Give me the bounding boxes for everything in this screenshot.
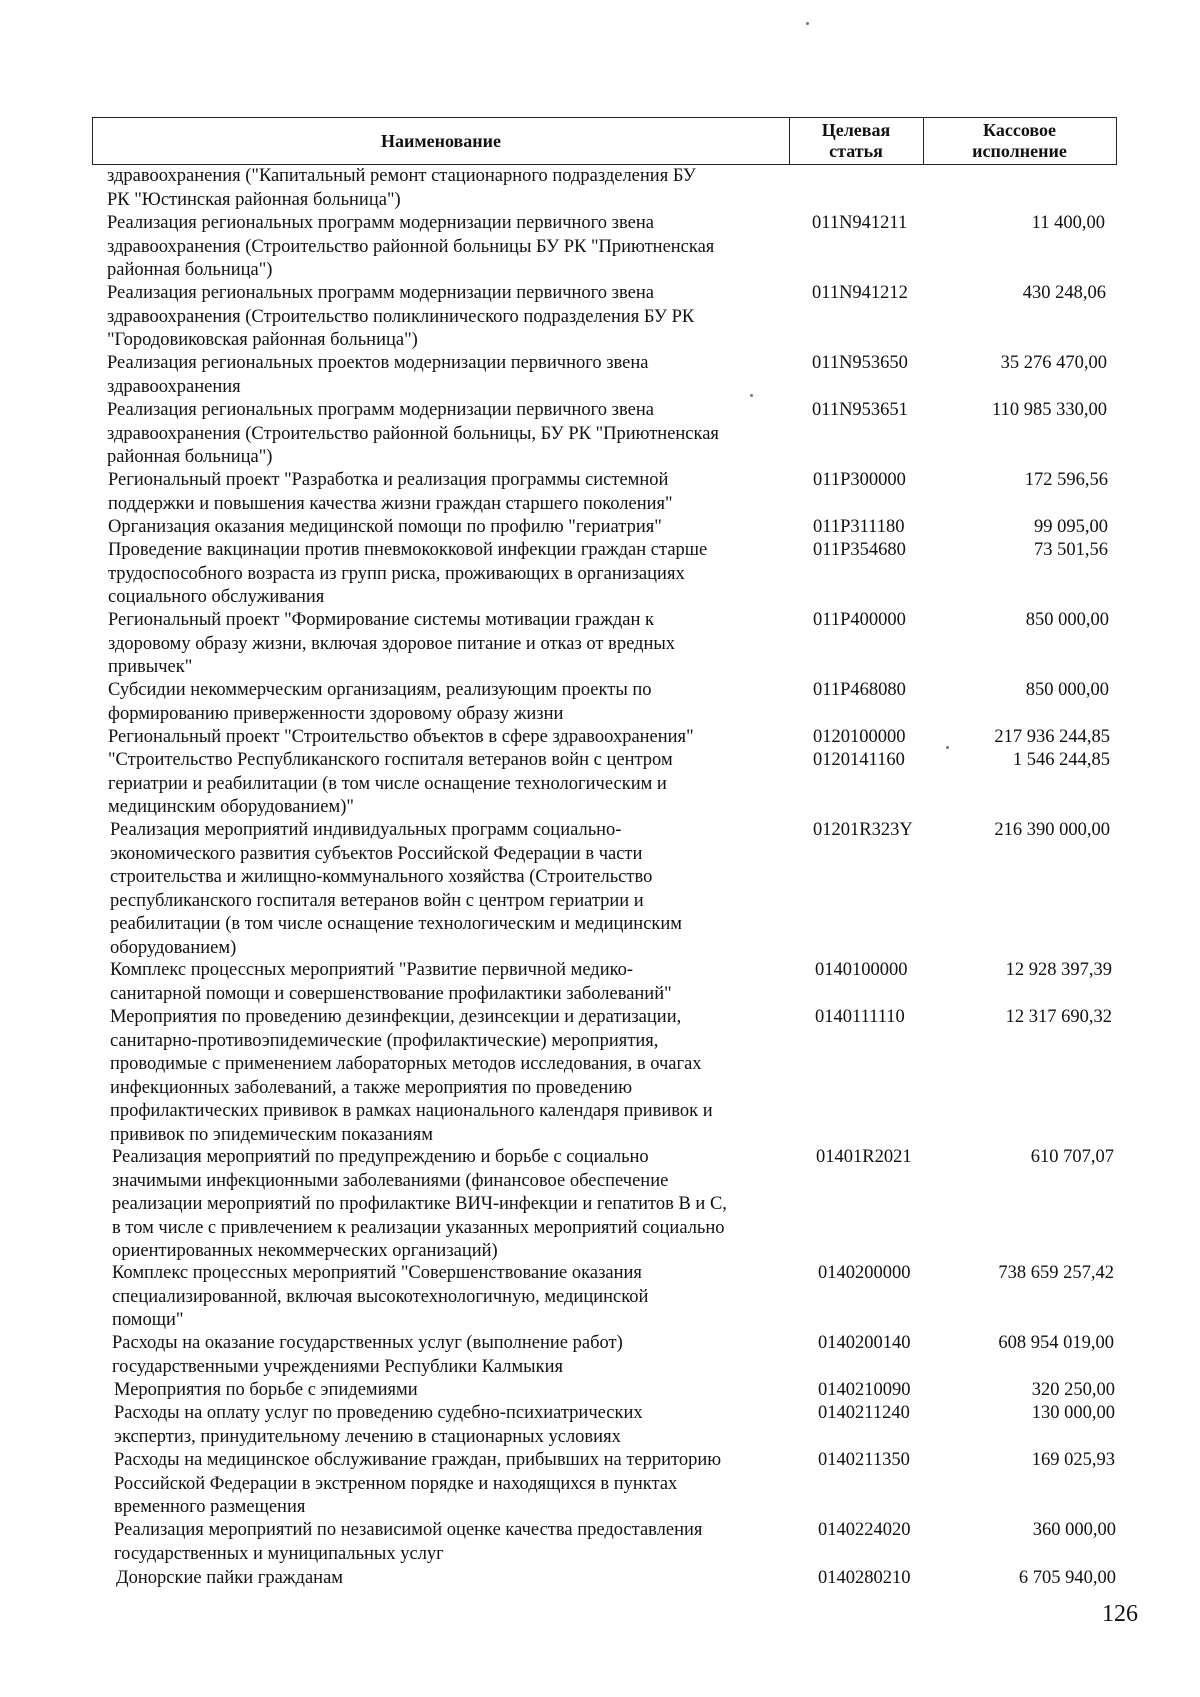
row-amount: 99 095,00: [1034, 517, 1108, 537]
row-amount: 130 000,00: [1031, 1403, 1115, 1423]
row-code: 011N953651: [812, 400, 908, 420]
header-code-label-line2: статья: [829, 141, 883, 161]
row-name: Расходы на медицинское обслуживание граждан, прибывших на территорию Российской Федерации в экстренном порядке и находящихся в пунктах временного размещения: [114, 1450, 722, 1517]
row-code: 0140211350: [818, 1450, 910, 1470]
row-amount: 1 546 244,85: [1012, 750, 1110, 770]
row-amount: 35 276 470,00: [1000, 353, 1107, 373]
row-name: "Строительство Республиканского госпиталя ветеранов войн с центром гериатрии и реабилитации (в том числе оснащение технологическим и медицинским оборудованием)": [108, 750, 673, 817]
row-amount: 11 400,00: [1031, 213, 1105, 233]
row-code: 0140200140: [818, 1333, 911, 1353]
row-amount: 216 390 000,00: [994, 820, 1110, 840]
header-amount-label-line1: Кассовое: [983, 120, 1056, 140]
row-amount: 6 705 940,00: [1018, 1568, 1116, 1588]
row-name: Реализация региональных программ модернизации первичного звена здравоохранения (Строительство поликлинического подразделения БУ РК "Городовиковская районная больница"): [107, 283, 695, 350]
row-amount: 430 248,06: [1022, 283, 1106, 303]
row-amount: 850 000,00: [1025, 680, 1109, 700]
row-code: 0120100000: [813, 727, 906, 747]
scan-speck: [750, 394, 753, 397]
row-code: 0140224020: [818, 1520, 911, 1540]
row-code: 011P400000: [813, 610, 906, 630]
row-amount: 608 954 019,00: [998, 1333, 1114, 1353]
row-code: 0140210090: [818, 1380, 911, 1400]
row-amount: 12 928 397,39: [1005, 960, 1112, 980]
row-code: 011P311180: [813, 517, 905, 537]
row-name: Реализация мероприятий по независимой оценке качества предоставления государственных и муниципальных услуг: [114, 1520, 703, 1564]
header-name-cell: [93, 118, 790, 164]
row-name: Реализация мероприятий по предупреждению и борьбе с социально значимыми инфекционными заболеваниями (финансовое обеспечение реализации мероприятий по профилактике ВИЧ-инфекции и гепатитов B и C, в том числе с привлечением к реализации указанных мероприятий социально ориентированных некоммерческих организаций): [112, 1147, 727, 1261]
scan-speck: [806, 22, 809, 25]
table-header: [92, 117, 1117, 165]
row-name: Мероприятия по проведению дезинфекции, дезинсекции и дератизации, санитарно-противоэпидемические (профилактические) мероприятия, проводимые с применением лабораторных методов исследования, в очагах инфекционных заболеваний, а также мероприятия по проведению профилактических прививок в рамках национального календаря прививок и прививок по эпидемическим показаниям: [110, 1007, 713, 1145]
row-code: 0120141160: [813, 750, 905, 770]
row-amount: 169 025,93: [1031, 1450, 1115, 1470]
header-code-cell: [789, 118, 924, 164]
row-name: Реализация мероприятий индивидуальных программ социально- экономического развития субъектов Российской Федерации в части строительства и жилищно-коммунального хозяйства (Строительство республиканского госпиталя ветеранов войн с центром гериатрии и реабилитации (в том числе оснащение технологическим и медицинским оборудованием): [110, 820, 683, 958]
row-name: Субсидии некоммерческим организациям, реализующим проекты по формированию приверженности здоровому образу жизни: [108, 680, 652, 724]
row-name: Донорские пайки гражданам: [116, 1568, 344, 1588]
row-name: Мероприятия по борьбе с эпидемиями: [114, 1380, 418, 1400]
row-amount: 610 707,07: [1030, 1147, 1114, 1167]
row-name: Региональный проект "Разработка и реализация программы системной поддержки и повышения качества жизни граждан старшего поколения": [108, 470, 673, 514]
row-name: Организация оказания медицинской помощи по профилю "гериатрия": [108, 517, 662, 537]
row-name: Расходы на оплату услуг по проведению судебно-психиатрических экспертиз, принудительному лечению в стационарных условиях: [114, 1403, 643, 1447]
row-amount: 360 000,00: [1032, 1520, 1116, 1540]
row-amount: 110 985 330,00: [992, 400, 1107, 420]
page-number: 126: [1102, 1601, 1138, 1627]
row-code: 0140280210: [818, 1568, 911, 1588]
row-name: Реализация региональных проектов модернизации первичного звена здравоохранения: [107, 353, 649, 397]
scan-speck: [946, 746, 949, 749]
header-amount-label-line2: исполнение: [972, 141, 1067, 161]
row-amount: 850 000,00: [1025, 610, 1109, 630]
header-name-label: Наименование: [381, 130, 501, 151]
row-name: Расходы на оказание государственных услуг (выполнение работ) государственными учреждениями Республики Калмыкия: [112, 1333, 623, 1377]
row-name: Региональный проект "Формирование системы мотивации граждан к здоровому образу жизни, включая здоровое питание и отказ от вредных привычек": [108, 610, 676, 677]
row-code: 01401R2021: [816, 1147, 912, 1167]
row-amount: 73 501,56: [1034, 540, 1108, 560]
row-name: Комплекс процессных мероприятий "Развитие первичной медико- санитарной помощи и совершенствование профилактики заболеваний": [110, 960, 672, 1004]
row-name: Реализация региональных программ модернизации первичного звена здравоохранения (Строительство районной больницы, БУ РК "Приютненская районная больница"): [107, 400, 719, 467]
row-name: Реализация региональных программ модернизации первичного звена здравоохранения (Строительство районной больницы БУ РК "Приютненская районная больница"): [107, 213, 715, 280]
row-amount: 12 317 690,32: [1005, 1007, 1112, 1027]
row-code: 0140211240: [818, 1403, 910, 1423]
row-code: 0140200000: [818, 1263, 911, 1283]
row-code: 011P354680: [813, 540, 906, 560]
row-code: 01201R323Y: [813, 820, 913, 840]
row-code: 011N941212: [812, 283, 908, 303]
header-amount-cell: [923, 118, 1116, 164]
row-name: Региональный проект "Строительство объектов в сфере здравоохранения": [108, 727, 694, 747]
row-code: 011N941211: [812, 213, 908, 233]
row-amount: 320 250,00: [1031, 1380, 1115, 1400]
row-code: 011P300000: [813, 470, 906, 490]
row-amount: 172 596,56: [1024, 470, 1108, 490]
header-code-label-line1: Целевая: [821, 120, 891, 140]
row-name: Комплекс процессных мероприятий "Совершенствование оказания специализированной, включая высокотехнологичную, медицинской помощи": [112, 1263, 649, 1330]
row-code: 0140100000: [815, 960, 908, 980]
row-code: 0140111110: [815, 1007, 905, 1027]
row-amount: 217 936 244,85: [994, 727, 1110, 747]
row-amount: 738 659 257,42: [998, 1263, 1114, 1283]
row-code: 011N953650: [812, 353, 908, 373]
row-name: здравоохранения ("Капитальный ремонт стационарного подразделения БУ РК "Юстинская районная больница"): [107, 166, 696, 210]
row-code: 011P468080: [813, 680, 906, 700]
row-name: Проведение вакцинации против пневмококковой инфекции граждан старше трудоспособного возраста из групп риска, проживающих в организациях социального обслуживания: [108, 540, 708, 607]
